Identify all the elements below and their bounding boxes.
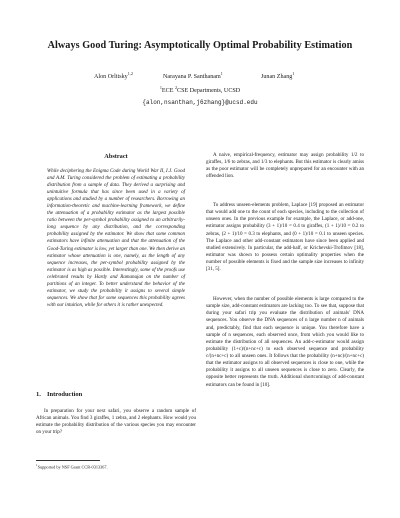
paper-title: Always Good Turing: Asymptotically Optimal Probability Estimation <box>47 40 353 51</box>
author-email: {alon,nsanthan,j6zhang}@ucsd.edu <box>142 99 258 106</box>
footnote-sup: 1 <box>36 463 38 467</box>
intro-text: In preparation for your next safari, you observe a random sample of African animals. You find 3 giraffes, 1 zebra, and 2 elephants. How would you estimate the probability distribution of the various species you may encounter on your trip? <box>36 408 196 436</box>
abstract-heading: Abstract <box>104 153 128 160</box>
author-2-sup: 1 <box>220 71 223 76</box>
body-paragraph-3: However, when the number of possible elements is large compared to the sample size, add-constant estimators are lacking too. To see that, suppose that during your safari trip you evaluate the distribution of animals' DNA sequences. You observe the DNA sequences of n large number n of animals and, predictably, find that each sequence is unique. You therefore have a sample of n sequences, each observed once, from which you would like to estimate the distribution of all sequences. An add-c-estimator would assign probability (1+c)/(n+nc+c) to each observed sequence and probability c/(n+nc+c) to all unseen ones. It follows that the probability (n+nc)/(n+nc+c) that the estimator assigns to all observed sequences is close to one, while the probability it assigns to all unseen sequences is close to zero. Clearly, the opposite better represents the truth. Additional shortcomings of add-constant estimators can be found in [10]. <box>206 296 364 388</box>
affiliation-text-1: ECE <box>161 88 174 95</box>
footnote-text: Supported by NSF Grant CCR-0313367. <box>37 464 108 470</box>
abstract-text: While deciphering the Enigma Code during World War II, I.J. Good and A.M. Turing considered the problem of estimating a probability distribution from a sample of data. They derived a surprising and unintuitive formula that has since been used in a variety of applications and studied by a number of researchers. Borrowing an information-theoretic and machine-learning framework, we define the attenuation of a probability estimator as the largest possible ratio between the per-symbol probability assigned to an arbitrarily-long sequence by any distribution, and the corresponding probability assigned by the estimator. We show that some common estimators have infinite attenuation and that the attenuation of the Good-Turing estimator is low, yet larger than one. We then derive an estimator whose attenuation is one, namely, as the length of any sequence increases, the per-symbol probability assigned by the estimator is as high as possible. Interestingly, some of the proofs use celebrated results by Hardy and Ramanujan on the number of partitions of an integer. To better understand the behavior of the estimator, we study the probability it assigns to several simple sequences. We show that for some sequences this probability agrees with our intuition, while for others it is rather unexpected. <box>47 169 185 308</box>
affiliation-sup-2: 2 <box>174 85 178 90</box>
author-list <box>0 71 400 81</box>
intro-section-title: Introduction <box>47 391 83 398</box>
author-3-sup: 1 <box>292 71 295 76</box>
affiliation <box>0 85 400 94</box>
affiliation-text-2: CSE Departments, UCSD <box>177 88 241 95</box>
author-3-name: Junan Zhang <box>261 74 293 81</box>
author-2 <box>163 71 223 80</box>
author-1-name: Alon Orlitsky <box>94 74 128 81</box>
footnote <box>36 463 196 470</box>
author-3 <box>261 71 294 80</box>
author-1-sup: 1,2 <box>127 71 133 76</box>
author-1 <box>94 71 133 80</box>
body-paragraph-2: To address unseen-elements problem, Laplace [19] proposed an estimator that would add one to the count of each species, including to the collection of unseen ones. In the previous example for example, the Laplace, or add-one, estimator assigns probability (3 + 1)/10 = 0.4 to giraffes, (1 + 1)/10 = 0.2 to zebras, (2 + 1)/10 = 0.3 to elephants, and (0 + 1)/10 = 0.1 to unseen species. The Laplace and other add-constant estimators have since been applied and studied extensively. In particular, the add-half, or Krichevski-Trofimov [18], estimator was shown to possess certain optimality properties when the number of possible elements is fixed and the sample size increases to infinity [31, 5]. <box>206 202 364 273</box>
body-paragraph-1: A naive, empirical-frequency, estimator may assign probability 1/2 to giraffes, 1/6 to zebras, and 1/3 to elephants. But this estimator is clearly amiss as the poor estimator will be completely unprepared for an encounter with an offended lion. <box>206 152 364 180</box>
author-2-name: Narayana P. Santhanam <box>163 74 221 81</box>
intro-heading <box>36 391 196 398</box>
affiliation-sup-1: 1 <box>159 85 162 90</box>
intro-section-number: 1. <box>36 391 41 398</box>
footnote-rule <box>36 460 100 461</box>
